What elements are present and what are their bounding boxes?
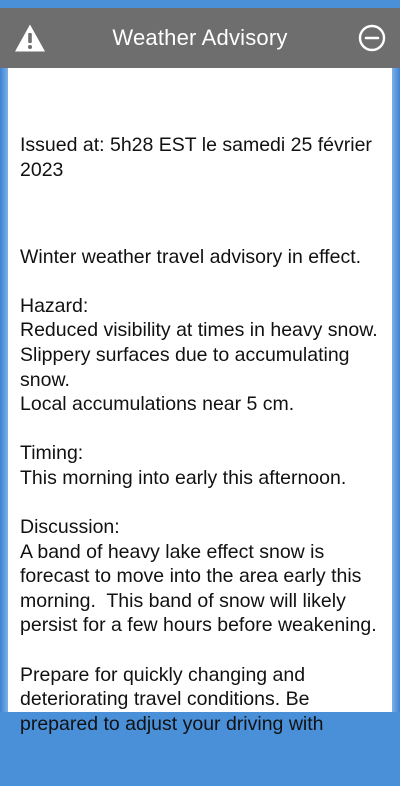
minus-circle-icon[interactable] (358, 24, 386, 52)
advisory-panel[interactable] (8, 68, 392, 735)
advisory-body: Winter weather travel advisory in effect. Hazard: Reduced visibility at times in heavy snow. Slippery surfaces due to accumulating snow. Local accumulations near 5 cm. Timing: This morning into early this afternoon. Discussion: A band of heavy lake effect snow is forecast to move into the area early this morning. This band of snow will likely persist for a few hours before weakening. Prepare for quickly changing and deteriorating travel conditions. Be prepared to adjust your driving with (20, 245, 378, 735)
header-bar (0, 8, 400, 68)
warning-icon (14, 23, 46, 53)
top-accent-bar (0, 0, 400, 8)
frame-left (0, 68, 8, 712)
advisory-content (8, 68, 392, 786)
page-title: Weather Advisory (112, 25, 288, 50)
frame-right (392, 68, 400, 712)
issued-timestamp: Issued at: 5h28 EST le samedi 25 février 2023 (20, 134, 378, 181)
